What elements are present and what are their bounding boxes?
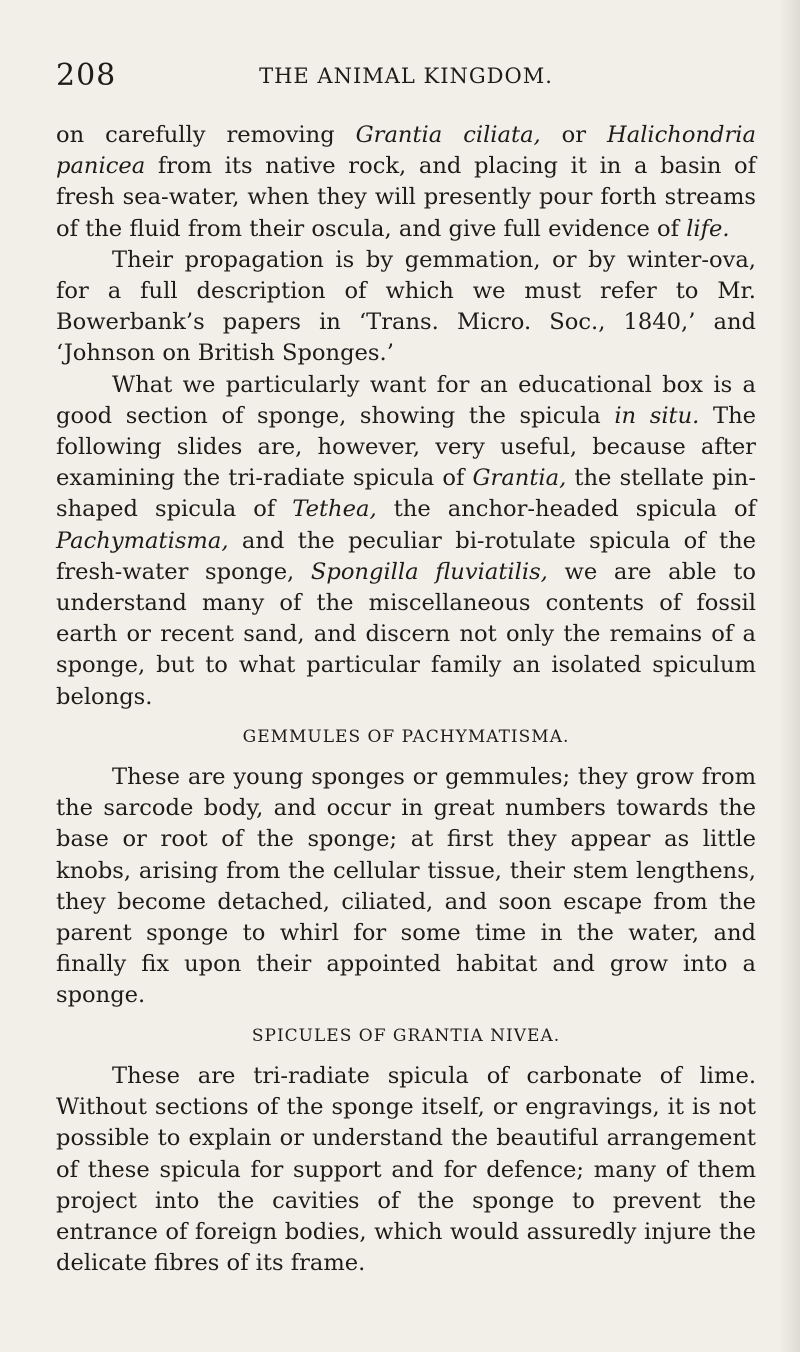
page-number: 208 [56, 58, 117, 93]
text-run: What we particularly want for an educational box is a good section of sponge, showing the spicula [56, 371, 756, 429]
paragraph-educational-box [56, 370, 756, 713]
running-head [56, 58, 756, 98]
body-text [56, 120, 756, 1279]
italic-species-name: Halichondria panicea [56, 122, 756, 180]
paragraph-propagation: Their propagation is by gemmation, or by winter-ova, for a full description of which we must refer to Mr. Bowerbank’s papers in ‘Trans. Micro. Soc., 1840,’ and ‘Johnson on British Sponges.’ [56, 246, 756, 367]
page-edge-shadow [778, 0, 800, 1352]
paragraph-continued [56, 120, 756, 245]
section-heading-spicules: SPICULES OF GRANTIA NIVEA. [251, 1025, 561, 1046]
paragraph-spicules: These are tri-radiate spicula of carbonate of lime. Without sections of the sponge itself, or engravings, it is not possible to explain or understand the beautiful arrangement of these spicula for support and for defence; many of them project into the cavities of the sponge to prevent the entrance of foreign bodies, which would assuredly injure the delicate fibres of its frame. [56, 1062, 756, 1277]
text-run: from its native rock, and placing it in a basin of fresh sea-water, when they will presently pour forth streams of the fluid from their oscula, and give full evidence of [56, 153, 756, 242]
paragraph-gemmules: These are young sponges or gemmules; they grow from the sarcode body, and occur in great numbers towards the base or root of the sponge; at first they appear as little knobs, arising from the cellular tissue, their stem lengthens, they become detached, ciliated, and soon escape from the parent sponge to whirl for some time in the water, and finally fix upon their appointed habitat and grow into a sponge. [56, 764, 756, 1009]
section-heading-gemmules: GEMMULES OF PACHYMATISMA. [242, 726, 570, 747]
italic-species-name: Tethea, [292, 496, 377, 523]
running-title: THE ANIMAL KINGDOM. [259, 64, 553, 88]
text-run: The following slides are, however, very useful, because after examining the tri-radiate spicula of [56, 402, 756, 492]
italic-species-name: Grantia, [472, 465, 567, 492]
italic-phrase: in situ. [614, 402, 700, 429]
text-run: and the peculiar bi-rotulate spicula of the fresh-water sponge, [56, 527, 756, 585]
italic-species-name: Grantia ciliata, [355, 122, 541, 148]
italic-species-name: Pachymatisma, [56, 527, 229, 554]
text-run: the anchor-headed spicula of [376, 496, 757, 523]
text-run: on carefully removing [56, 122, 356, 148]
text-run: or [540, 122, 608, 148]
text-run: we are able to understand many of the miscellaneous contents of fossil earth or recent sand, and discern not only the remains of a sponge, but to what particular family an isolated spiculum belongs. [56, 558, 756, 710]
text-run: the stellate pin-shaped spicula of [56, 465, 756, 523]
italic-species-name: Spongilla fluviatilis, [310, 558, 548, 585]
italic-word: life. [686, 215, 730, 242]
